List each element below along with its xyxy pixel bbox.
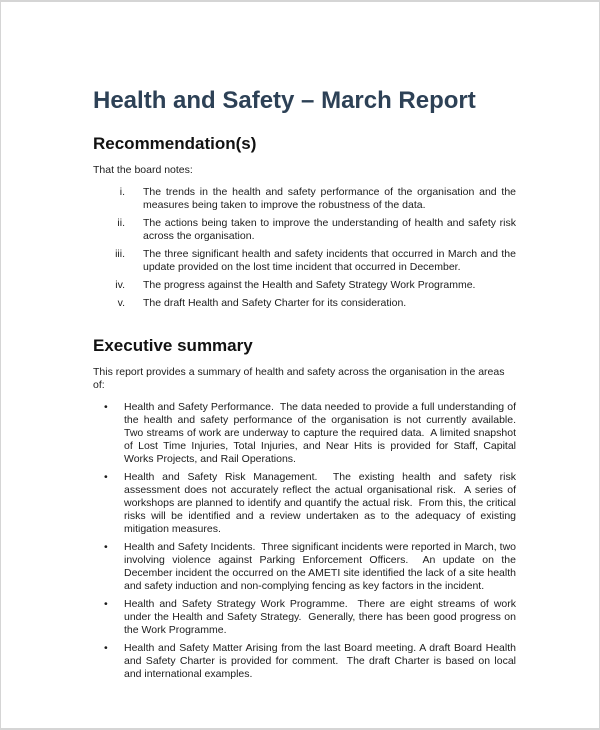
bullet-icon: • xyxy=(104,401,108,413)
list-item-text: The actions being taken to improve the understanding of health and safety risk across the organisation. xyxy=(143,217,519,242)
list-marker: v. xyxy=(117,297,125,309)
list-marker: ii. xyxy=(117,217,125,229)
list-marker: iii. xyxy=(115,248,125,260)
report-title: Health and Safety – March Report xyxy=(93,87,476,114)
executive-summary-intro: This report provides a summary of health and safety across the organisation in the areas of: xyxy=(93,366,508,391)
list-item xyxy=(93,279,516,292)
list-item-text: Health and Safety Performance. The data needed to provide a full understanding of the health and safety performance of the organisation is not currently available. Two streams of work are underway to capture the required data. A limited snapshot of Lost Time Injuries, Total Injuries, and Near Hits is provided for Staff, Capital Works Projects, and Rail Operations. xyxy=(124,401,522,465)
list-marker: iv. xyxy=(115,279,125,291)
recommendations-heading: Recommendation(s) xyxy=(93,134,257,153)
list-marker: i. xyxy=(119,186,125,198)
bullet-icon: • xyxy=(104,471,108,483)
executive-summary-heading: Executive summary xyxy=(93,336,253,355)
list-item-text: Health and Safety Incidents. Three significant incidents were reported in March, two involving violence against Parking Enforcement Officers. An update on the December incident the occurred on the AMETI site identified the lack of a site health and safety induction and non-complying fencing as key factors in the incident. xyxy=(124,541,519,592)
bullet-icon: • xyxy=(104,598,108,610)
bullet-icon: • xyxy=(104,541,108,553)
list-item xyxy=(93,217,519,243)
list-item-text: The progress against the Health and Safety Strategy Work Programme. xyxy=(143,279,476,291)
executive-summary-list xyxy=(93,401,522,681)
list-item xyxy=(93,186,519,212)
list-item-text: The draft Health and Safety Charter for its consideration. xyxy=(143,297,407,309)
list-item-text: Health and Safety Risk Management. The existing health and safety risk assessment does not accurately reflect the actual organisational risk. A series of workshops are planned to identify and quantify the actual risk. From this, the critical risks will be identified and a review undertaken as to the adequacy of existing mitigation measures. xyxy=(124,471,519,535)
list-item-text: The trends in the health and safety performance of the organisation and the measures being taken to improve the robustness of the data. xyxy=(143,186,519,211)
list-item-text: The three significant health and safety incidents that occurred in March and the update provided on the lost time incident that occurred in December. xyxy=(143,248,519,273)
list-item-text: Health and Safety Matter Arising from the last Board meeting. A draft Board Health and Safety Charter is provided for comment. The draft Charter is based on local and international examples. xyxy=(124,642,519,680)
list-item xyxy=(93,598,519,637)
recommendations-list xyxy=(93,186,519,310)
bullet-icon: • xyxy=(104,642,108,654)
recommendations-intro: That the board notes: xyxy=(93,164,193,176)
section-recommendations xyxy=(93,134,519,310)
list-item xyxy=(93,401,522,466)
list-item xyxy=(93,471,519,536)
list-item xyxy=(93,248,519,274)
list-item xyxy=(93,541,519,593)
list-item xyxy=(93,297,516,310)
section-executive-summary xyxy=(93,336,522,681)
list-item xyxy=(93,642,519,681)
list-item-text: Health and Safety Strategy Work Programme. There are eight streams of work under the Health and Safety Strategy. Generally, there has been good progress on the Work Programme. xyxy=(124,598,519,636)
